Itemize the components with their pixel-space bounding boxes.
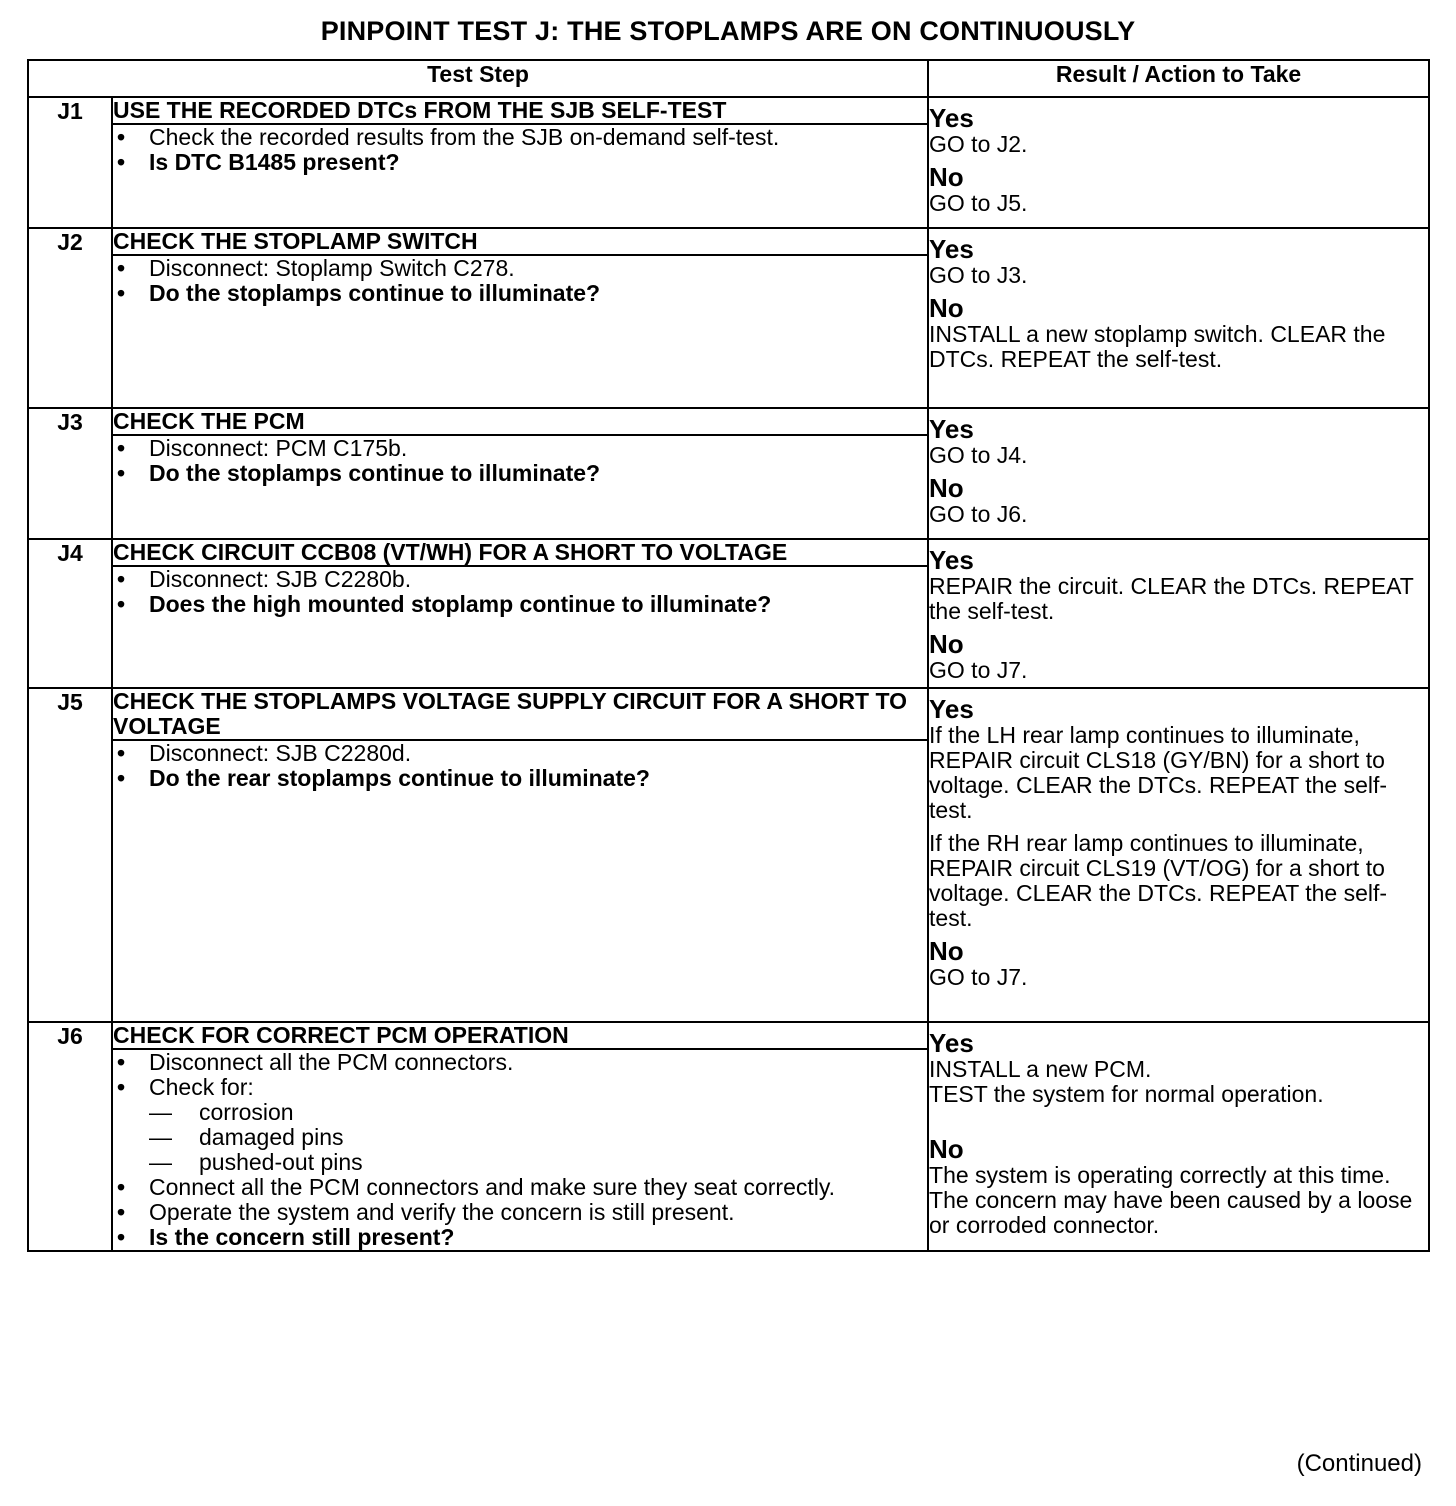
check-item: — pushed-out pins <box>149 1150 927 1175</box>
question-item: • Is the concern still present? <box>113 1225 927 1250</box>
step-result <box>928 97 1429 228</box>
no-label: No <box>929 629 964 659</box>
instruction-item: • Check the recorded results from the SJB on-demand self-test. <box>113 125 927 150</box>
question-item: • Do the stoplamps continue to illuminate? <box>113 461 927 486</box>
no-action: GO to J7. <box>929 657 1028 683</box>
yes-action: REPAIR the circuit. CLEAR the DTCs. REPEAT the self-test. <box>929 573 1414 624</box>
pinpoint-test-table <box>27 59 1430 1252</box>
instruction-item: • Disconnect: Stoplamp Switch C278. <box>113 256 927 281</box>
test-step-j1 <box>28 97 1429 228</box>
question-item: • Do the stoplamps continue to illuminate? <box>113 281 927 306</box>
step-id: J4 <box>28 539 112 688</box>
no-action: GO to J6. <box>929 501 1028 527</box>
step-heading: CHECK THE STOPLAMP SWITCH <box>112 228 928 255</box>
step-heading: CHECK CIRCUIT CCB08 (VT/WH) FOR A SHORT TO VOLTAGE <box>112 539 928 566</box>
yes-action: GO to J3. <box>929 262 1028 288</box>
step-instructions <box>112 435 928 539</box>
step-id: J6 <box>28 1022 112 1251</box>
no-label: No <box>929 473 964 503</box>
step-heading: USE THE RECORDED DTCs FROM THE SJB SELF-TEST <box>112 97 928 124</box>
header-result-action: Result / Action to Take <box>928 60 1429 97</box>
no-action: GO to J7. <box>929 964 1028 990</box>
step-heading-row <box>28 408 1429 435</box>
instruction-item: • Disconnect all the PCM connectors. <box>113 1050 927 1075</box>
step-instructions <box>112 1049 928 1251</box>
check-item: — damaged pins <box>149 1125 927 1150</box>
test-step-j5 <box>28 688 1429 1022</box>
instruction-item: • Disconnect: SJB C2280b. <box>113 567 927 592</box>
yes-action: GO to J2. <box>929 131 1028 157</box>
step-heading: CHECK THE PCM <box>112 408 928 435</box>
step-id: J2 <box>28 228 112 408</box>
no-label: No <box>929 1134 964 1164</box>
step-result <box>928 228 1429 408</box>
question-item: • Does the high mounted stoplamp continue to illuminate? <box>113 592 927 617</box>
step-heading-row <box>28 688 1429 740</box>
no-label: No <box>929 162 964 192</box>
step-heading-row <box>28 539 1429 566</box>
step-id: J1 <box>28 97 112 228</box>
no-label: No <box>929 936 964 966</box>
question-item: • Is DTC B1485 present? <box>113 150 927 175</box>
instruction-text: Check for: <box>149 1074 254 1100</box>
no-action: GO to J5. <box>929 190 1028 216</box>
test-step-j6 <box>28 1022 1429 1251</box>
yes-action: GO to J4. <box>929 442 1028 468</box>
yes-label: Yes <box>929 234 974 264</box>
yes-label: Yes <box>929 694 974 724</box>
step-instructions <box>112 124 928 228</box>
no-action: The system is operating correctly at this time. The concern may have been caused by a loose or corroded connector. <box>929 1162 1413 1238</box>
page-title: PINPOINT TEST J: THE STOPLAMPS ARE ON CONTINUOUSLY <box>320 16 1136 46</box>
step-heading: CHECK THE STOPLAMPS VOLTAGE SUPPLY CIRCUIT FOR A SHORT TO VOLTAGE <box>112 688 928 740</box>
instruction-item <box>113 1075 927 1175</box>
continued-label: (Continued) <box>1296 1450 1422 1477</box>
step-result <box>928 688 1429 1022</box>
step-heading: CHECK FOR CORRECT PCM OPERATION <box>112 1022 928 1049</box>
test-step-j4 <box>28 539 1429 688</box>
step-heading-row <box>28 228 1429 255</box>
step-result <box>928 539 1429 688</box>
step-result <box>928 408 1429 539</box>
yes-action: TEST the system for normal operation. <box>929 1081 1324 1107</box>
test-step-j2 <box>28 228 1429 408</box>
instruction-item: • Disconnect: SJB C2280d. <box>113 741 927 766</box>
yes-label: Yes <box>929 103 974 133</box>
yes-action: If the RH rear lamp continues to illuminate, REPAIR circuit CLS19 (VT/OG) for a short to voltage. CLEAR the DTCs. REPEAT the self-test. <box>929 830 1388 931</box>
step-instructions <box>112 255 928 408</box>
step-instructions <box>112 740 928 1022</box>
question-item: • Do the rear stoplamps continue to illuminate? <box>113 766 927 791</box>
test-step-j3 <box>28 408 1429 539</box>
step-heading-row <box>28 1022 1429 1049</box>
step-heading-row <box>28 97 1429 124</box>
header-test-step: Test Step <box>28 60 928 97</box>
yes-label: Yes <box>929 414 974 444</box>
no-label: No <box>929 293 964 323</box>
step-id: J3 <box>28 408 112 539</box>
instruction-item: • Connect all the PCM connectors and make sure they seat correctly. <box>113 1175 927 1200</box>
instruction-item: • Disconnect: PCM C175b. <box>113 436 927 461</box>
yes-label: Yes <box>929 1028 974 1058</box>
table-header-row <box>28 60 1429 97</box>
instruction-item: • Operate the system and verify the concern is still present. <box>113 1200 927 1225</box>
no-action: INSTALL a new stoplamp switch. CLEAR the DTCs. REPEAT the self-test. <box>929 321 1386 372</box>
check-item: — corrosion <box>149 1100 927 1125</box>
yes-action: INSTALL a new PCM. <box>929 1056 1152 1082</box>
step-id: J5 <box>28 688 112 1022</box>
step-result <box>928 1022 1429 1251</box>
yes-label: Yes <box>929 545 974 575</box>
yes-action: If the LH rear lamp continues to illuminate, REPAIR circuit CLS18 (GY/BN) for a short to voltage. CLEAR the DTCs. REPEAT the self-test. <box>929 722 1388 823</box>
step-instructions <box>112 566 928 688</box>
check-list <box>149 1100 927 1175</box>
